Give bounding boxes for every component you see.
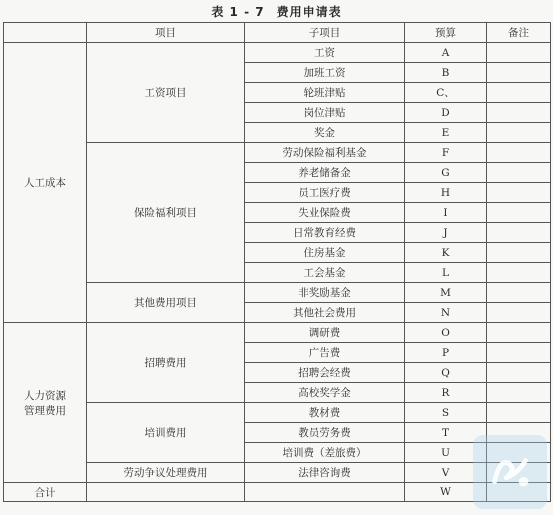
table-row [4,43,551,63]
subitem-cell: 奖金 [245,123,405,143]
subitem-cell: 岗位津贴 [245,103,405,123]
budget-cell: K [405,243,487,263]
remark-cell[interactable] [487,343,551,363]
remark-cell[interactable] [487,323,551,343]
subitem-cell: 员工医疗费 [245,183,405,203]
header-budget: 预算 [405,23,487,43]
subitem-cell: 劳动保险福利基金 [245,143,405,163]
budget-cell: A [405,43,487,63]
budget-cell: I [405,203,487,223]
budget-cell: T [405,423,487,443]
subitem-cell: 教员劳务费 [245,423,405,443]
budget-cell: W [405,483,487,502]
table-title [0,3,553,20]
subitem-cell: 住房基金 [245,243,405,263]
remark-cell[interactable] [487,283,551,303]
subitem-cell: 失业保险费 [245,203,405,223]
subitem-cell: 工会基金 [245,263,405,283]
budget-cell: S [405,403,487,423]
budget-cell: E [405,123,487,143]
remark-cell[interactable] [487,143,551,163]
header-remark: 备注 [487,23,551,43]
table-row [4,463,551,483]
remark-cell[interactable] [487,243,551,263]
subitem-cell [245,483,405,502]
table-row [4,323,551,343]
budget-cell: F [405,143,487,163]
subitem-cell: 其他社会费用 [245,303,405,323]
item-cell: 其他费用项目 [87,283,245,323]
remark-cell[interactable] [487,183,551,203]
subitem-cell: 养老储备金 [245,163,405,183]
remark-cell[interactable] [487,63,551,83]
remark-cell[interactable] [487,303,551,323]
budget-cell: D [405,103,487,123]
remark-cell[interactable] [487,103,551,123]
subitem-cell: 日常教育经费 [245,223,405,243]
subitem-cell: 法律咨询费 [245,463,405,483]
budget-cell: V [405,463,487,483]
subitem-cell: 工资 [245,43,405,63]
budget-cell: U [405,443,487,463]
remark-cell[interactable] [487,263,551,283]
budget-cell: H [405,183,487,203]
subitem-cell: 加班工资 [245,63,405,83]
subitem-cell: 培训费（差旅费） [245,443,405,463]
remark-cell[interactable] [487,83,551,103]
budget-cell: N [405,303,487,323]
item-cell: 保险福利项目 [87,143,245,283]
subitem-cell: 调研费 [245,323,405,343]
category-cell: 人力资源 管理费用 [4,323,87,483]
table-number: 表 1 - 7 [211,5,265,19]
header-category [4,23,87,43]
budget-cell: J [405,223,487,243]
remark-cell[interactable] [487,383,551,403]
remark-cell[interactable] [487,163,551,183]
item-cell: 工资项目 [87,43,245,143]
subitem-cell: 招聘会经费 [245,363,405,383]
budget-cell: P [405,343,487,363]
table-row [4,403,551,423]
item-cell: 培训费用 [87,403,245,463]
item-cell: 招聘费用 [87,323,245,403]
total-row [4,483,551,502]
watermark-glyph-icon [481,443,539,501]
category-cell: 人工成本 [4,43,87,323]
remark-cell[interactable] [487,403,551,423]
subitem-cell: 非奖励基金 [245,283,405,303]
budget-cell: Q [405,363,487,383]
remark-cell[interactable] [487,43,551,63]
subitem-cell: 高校奖学金 [245,383,405,403]
budget-cell: C、 [405,83,487,103]
remark-cell[interactable] [487,223,551,243]
header-item: 项目 [87,23,245,43]
budget-cell: G [405,163,487,183]
header-subitem: 子项目 [245,23,405,43]
item-cell: 劳动争议处理费用 [87,463,245,483]
remark-cell[interactable] [487,123,551,143]
total-label: 合计 [4,483,87,502]
subitem-cell: 轮班津贴 [245,83,405,103]
budget-cell: O [405,323,487,343]
item-cell [87,483,245,502]
budget-cell: R [405,383,487,403]
subitem-cell: 教材费 [245,403,405,423]
remark-cell[interactable] [487,363,551,383]
table-row [4,143,551,163]
header-row [4,23,551,43]
remark-cell[interactable] [487,203,551,223]
expense-application-table [3,22,551,502]
table-row [4,283,551,303]
subitem-cell: 广告费 [245,343,405,363]
budget-cell: B [405,63,487,83]
budget-cell: L [405,263,487,283]
brand-watermark-icon [473,435,547,509]
table-name: 费用申请表 [276,5,342,19]
budget-cell: M [405,283,487,303]
